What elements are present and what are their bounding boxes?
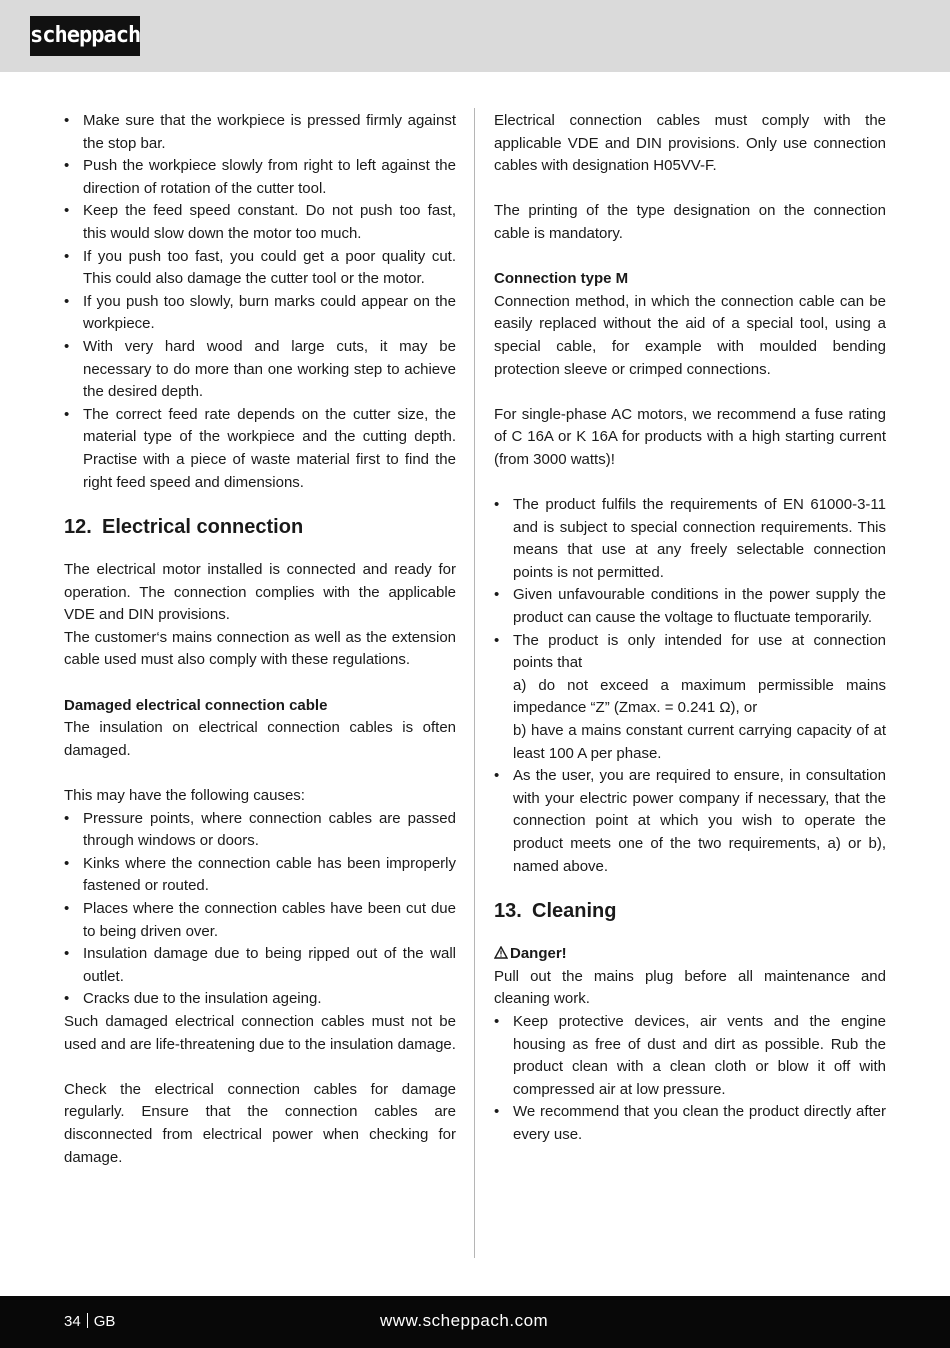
- list-item: • Places where the connection cables have been cut due to being driven over.: [64, 898, 456, 943]
- section-number: 13.: [494, 900, 522, 923]
- section-title: Electrical connection: [102, 516, 304, 539]
- list-item: • Push the workpiece slowly from right to left against the direction of rotation of the cutter tool.: [64, 155, 456, 200]
- danger-heading: [494, 943, 886, 966]
- feed-instructions-list: [64, 110, 456, 494]
- column-divider: [474, 108, 475, 1258]
- damage-causes-list: [64, 808, 456, 1011]
- left-column: [64, 110, 456, 1169]
- paragraph: Connection method, in which the connection cable can be easily replaced without the aid of a special tool, using a special cable, for example with moulded bending protection sleeve or crimped connections.: [494, 292, 886, 378]
- list-item: • The product fulfils the requirements of EN 61000-3-11 and is subject to special connection requirements. This means that use at any freely selectable connection points is not permitted.: [494, 494, 886, 584]
- list-item: • Make sure that the workpiece is pressed firmly against the stop bar.: [64, 110, 456, 155]
- list-item: • Cracks due to the insulation ageing.: [64, 988, 456, 1011]
- list-item: • Given unfavourable conditions in the power supply the product can cause the voltage to fluctuate temporarily.: [494, 584, 886, 629]
- list-item: • We recommend that you clean the product directly after every use.: [494, 1101, 886, 1146]
- list-item: • Keep the feed speed constant. Do not push too fast, this would slow down the motor too much.: [64, 200, 456, 245]
- website-url: www.scheppach.com: [380, 1311, 549, 1330]
- paragraph: The electrical motor installed is connected and ready for operation. The connection complies with the applicable VDE and DIN provisions.: [64, 561, 456, 624]
- section-title: Cleaning: [532, 900, 617, 923]
- paragraph: Pull out the mains plug before all maintenance and cleaning work.: [494, 967, 886, 1008]
- page-number-block: [64, 1311, 115, 1333]
- list-item: • If you push too slowly, burn marks could appear on the workpiece.: [64, 291, 456, 336]
- connection-requirements-list: [494, 494, 886, 878]
- paragraph: Check the electrical connection cables for damage regularly. Ensure that the connection cables are disconnected from electrical power when checking for damage.: [64, 1080, 456, 1166]
- connection-type-m-heading: Connection type M: [494, 270, 629, 288]
- paragraph: Electrical connection cables must comply with the applicable VDE and DIN provisions. Only use connection cables with designation H05VV-F.: [494, 112, 886, 175]
- language-code: GB: [93, 1313, 116, 1330]
- right-column: [494, 110, 886, 1147]
- list-item: • Insulation damage due to being ripped out of the wall outlet.: [64, 943, 456, 988]
- damaged-cable-heading: Damaged electrical connection cable: [64, 696, 328, 714]
- list-item: • As the user, you are required to ensure, in consultation with your electric power company if necessary, that the connection point at which you wish to operate the product meets one of the two requirements, a) or b), named above.: [494, 765, 886, 878]
- paragraph: Such damaged electrical connection cables must not be used and are life-threatening due to the insulation damage.: [64, 1012, 456, 1053]
- list-item: • The correct feed rate depends on the cutter size, the material type of the workpiece and the cutting depth. Practise with a piece of waste material first to find the right feed speed and dimensions.: [64, 404, 456, 494]
- list-item: • Keep protective devices, air vents and the engine housing as free of dust and dirt as possible. Rub the product clean with a clean cloth or blow it off with compressed air at low pressure.: [494, 1011, 886, 1101]
- list-item-line: • The product is only intended for use at connection points that: [513, 631, 886, 672]
- page-number: 34: [64, 1313, 81, 1330]
- danger-label: Danger!: [510, 945, 567, 963]
- section-13-heading: [494, 898, 886, 924]
- page-separator: [87, 1313, 88, 1328]
- paragraph: For single-phase AC motors, we recommend a fuse rating of C 16A or K 16A for products with a high starting current (from 3000 watts)!: [494, 405, 886, 468]
- list-item: • With very hard wood and large cuts, it may be necessary to do more than one working step to achieve the desired depth.: [64, 336, 456, 404]
- paragraph: The insulation on electrical connection cables is often damaged.: [64, 719, 456, 759]
- paragraph: The customer‘s mains connection as well as the extension cable used must also comply with these regulations.: [64, 628, 456, 669]
- list-item: • Pressure points, where connection cables are passed through windows or doors.: [64, 808, 456, 853]
- header-band: [0, 0, 950, 72]
- list-item: [494, 630, 886, 766]
- footer-band: [0, 1296, 950, 1348]
- section-12-heading: [64, 514, 456, 540]
- section-number: 12.: [64, 516, 92, 539]
- list-item: • Kinks where the connection cable has been improperly fastened or routed.: [64, 853, 456, 898]
- warning-triangle-icon: [494, 943, 510, 966]
- scheppach-logo: scheppach: [30, 16, 140, 56]
- list-item-line: b) have a mains constant current carrying capacity of at least 100 A per phase.: [513, 722, 886, 762]
- paragraph: This may have the following causes:: [64, 787, 305, 805]
- cleaning-list: [494, 1011, 886, 1147]
- paragraph: The printing of the type designation on the connection cable is mandatory.: [494, 202, 886, 242]
- list-item-line: a) do not exceed a maximum permissible mains impedance “Z” (Zmax. = 0.241 Ω), or: [513, 676, 886, 717]
- list-item: • If you push too fast, you could get a poor quality cut. This could also damage the cutter tool or the motor.: [64, 246, 456, 291]
